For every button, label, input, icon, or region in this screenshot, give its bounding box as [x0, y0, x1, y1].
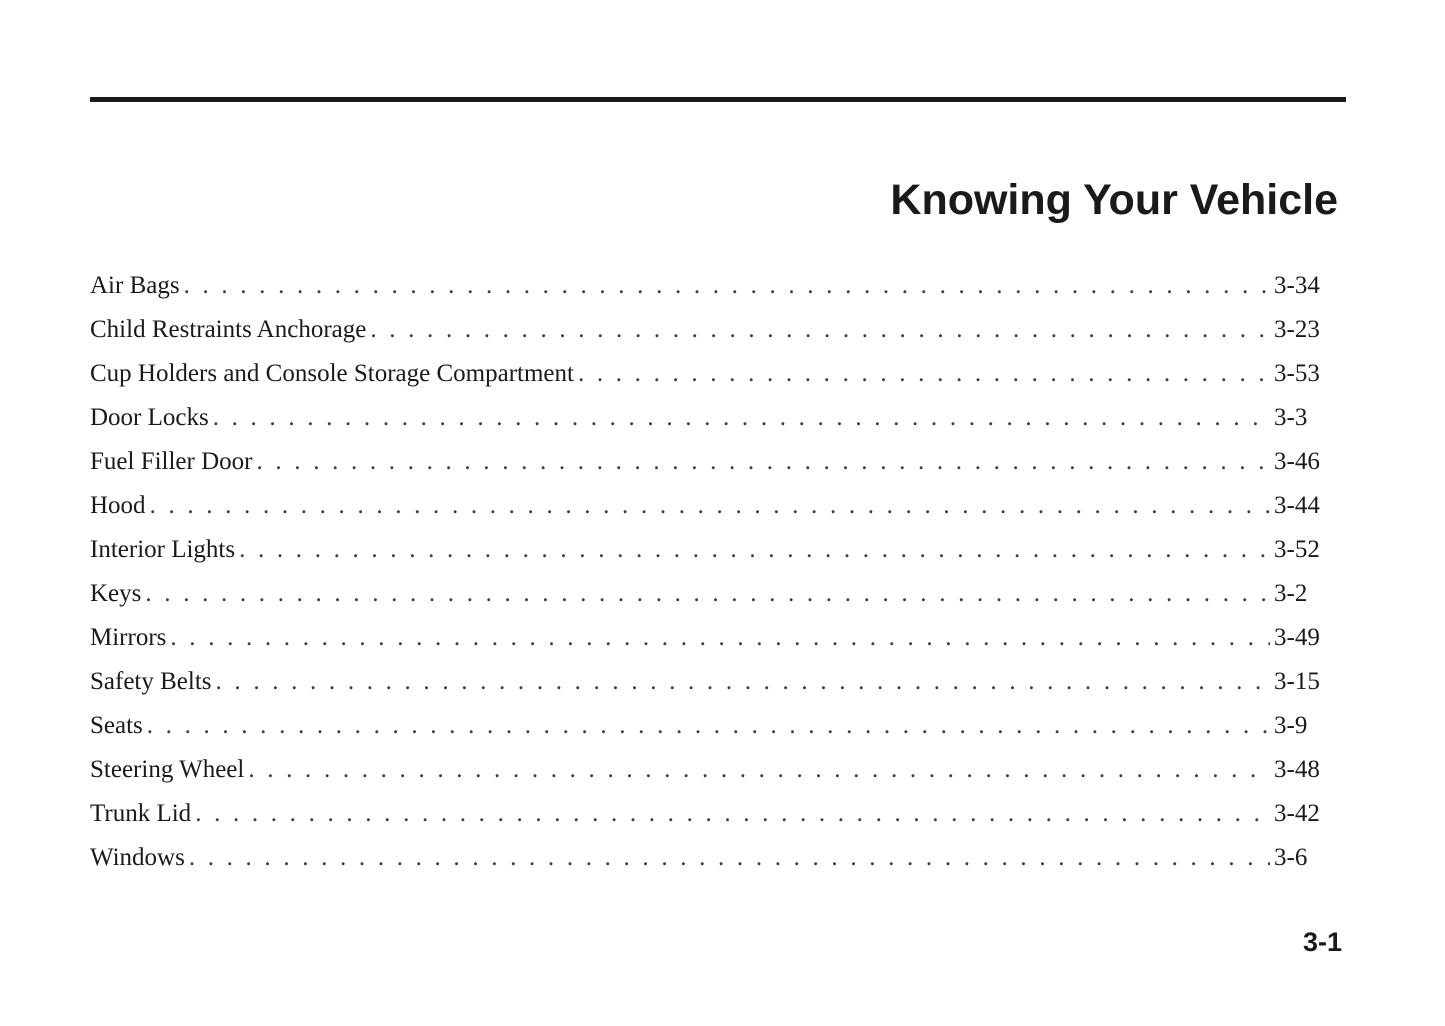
- toc-entry-trunk-lid[interactable]: [90, 792, 1324, 836]
- toc-entry-page: 3-46: [1274, 448, 1320, 475]
- toc-entry-hood[interactable]: [90, 484, 1324, 528]
- toc-entry-label: Keys: [90, 580, 142, 607]
- chapter-title: Knowing Your Vehicle: [890, 176, 1338, 224]
- dot-leader: [257, 440, 1271, 484]
- toc-entry-page: 3-15: [1274, 668, 1320, 695]
- toc-entry-page: 3-34: [1274, 272, 1320, 299]
- toc-entry-interior-lights[interactable]: [90, 528, 1324, 572]
- toc-entry-air-bags[interactable]: [90, 264, 1324, 308]
- dot-leader: [578, 352, 1270, 396]
- toc-entry-label: Windows: [90, 844, 185, 871]
- dot-leader: [213, 396, 1270, 440]
- toc-entry-page: 3-42: [1274, 800, 1320, 827]
- toc-entry-page: 3-6: [1274, 844, 1308, 871]
- toc-entry-steering-wheel[interactable]: [90, 748, 1324, 792]
- toc-entry-label: Hood: [90, 492, 146, 519]
- dot-leader: [184, 264, 1270, 308]
- toc-entry-child-restraints-anchorage[interactable]: [90, 308, 1324, 352]
- header-rule: [90, 97, 1346, 102]
- toc-entry-label: Steering Wheel: [90, 756, 245, 783]
- toc-entry-label: Fuel Filler Door: [90, 448, 253, 475]
- toc-entry-page: 3-52: [1274, 536, 1320, 563]
- dot-leader: [150, 484, 1270, 528]
- toc-entry-label: Cup Holders and Console Storage Compartment: [90, 360, 574, 387]
- toc-entry-page: 3-23: [1274, 316, 1320, 343]
- toc-entry-cup-holders[interactable]: [90, 352, 1324, 396]
- toc-entry-door-locks[interactable]: [90, 396, 1324, 440]
- toc-entry-label: Air Bags: [90, 272, 180, 299]
- page-number: 3-1: [1302, 927, 1342, 957]
- toc-entry-page: 3-3: [1274, 404, 1308, 431]
- toc-entry-label: Door Locks: [90, 404, 209, 431]
- toc-entry-mirrors[interactable]: [90, 616, 1324, 660]
- dot-leader: [147, 704, 1270, 748]
- toc-entry-label: Safety Belts: [90, 668, 212, 695]
- toc-entry-page: 3-2: [1274, 580, 1308, 607]
- dot-leader: [248, 748, 1270, 792]
- toc-entry-label: Mirrors: [90, 624, 167, 651]
- dot-leader: [189, 836, 1270, 880]
- dot-leader: [216, 660, 1270, 704]
- toc-entry-label: Seats: [90, 712, 143, 739]
- dot-leader: [239, 528, 1270, 572]
- toc-entry-label: Child Restraints Anchorage: [90, 316, 367, 343]
- toc-entry-seats[interactable]: [90, 704, 1324, 748]
- toc-entry-safety-belts[interactable]: [90, 660, 1324, 704]
- toc-entry-label: Interior Lights: [90, 536, 236, 563]
- toc-entry-windows[interactable]: [90, 836, 1324, 880]
- toc-entry-label: Trunk Lid: [90, 800, 192, 827]
- toc-entry-page: 3-44: [1274, 492, 1320, 519]
- dot-leader: [370, 308, 1270, 352]
- dot-leader: [145, 572, 1270, 616]
- toc-entry-keys[interactable]: [90, 572, 1324, 616]
- table-of-contents: [90, 264, 1324, 880]
- toc-entry-page: 3-49: [1274, 624, 1320, 651]
- toc-entry-page: 3-48: [1274, 756, 1320, 783]
- toc-entry-fuel-filler-door[interactable]: [90, 440, 1324, 484]
- toc-entry-page: 3-53: [1274, 360, 1320, 387]
- dot-leader: [170, 616, 1270, 660]
- toc-entry-page: 3-9: [1274, 712, 1308, 739]
- dot-leader: [195, 792, 1270, 836]
